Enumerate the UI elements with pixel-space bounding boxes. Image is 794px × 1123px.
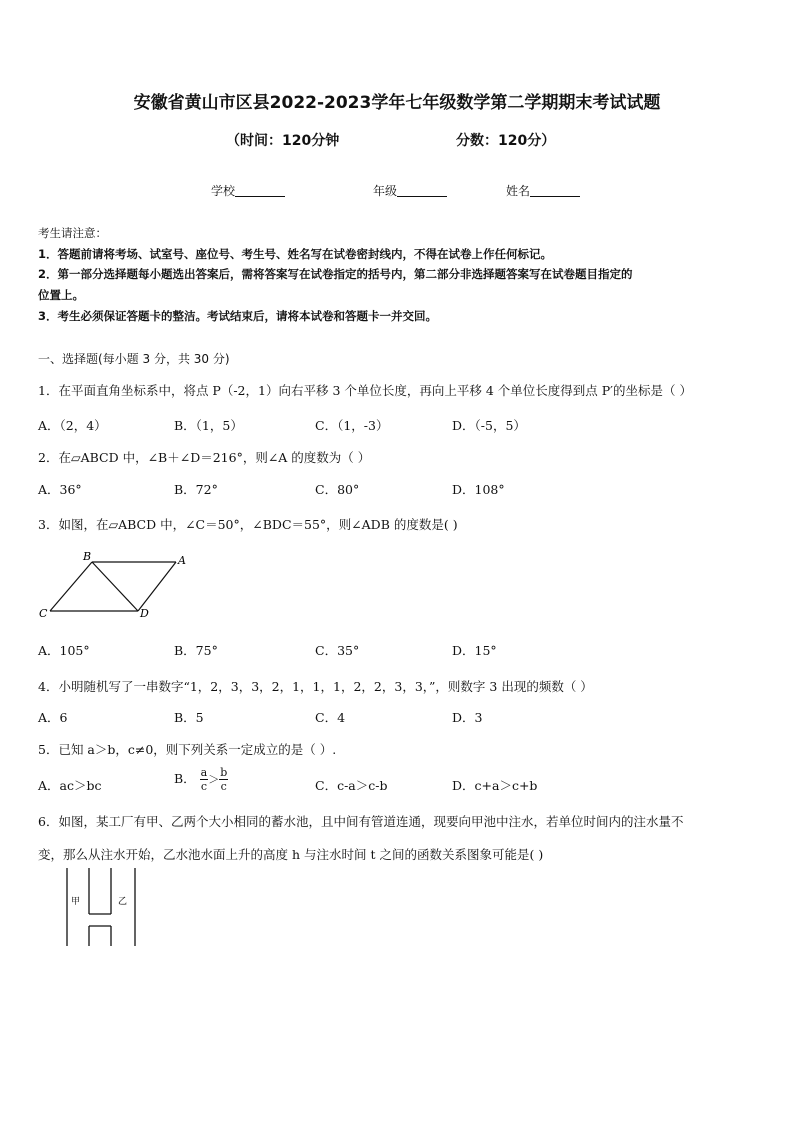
tank-label-yi: 乙 bbox=[118, 897, 128, 907]
q5-option-b bbox=[174, 766, 228, 793]
question-1-stem: 1．在平面直角坐标系中，将点 P（-2，1）向右平移 3 个单位长度，再向上平移 4 个单位长度得到点 P′的坐标是（ ） bbox=[38, 383, 692, 398]
q2-option-a: A．36° bbox=[38, 482, 82, 497]
q5-option-b-label: B． bbox=[174, 771, 196, 786]
notice-heading: 考生请注意： bbox=[38, 226, 107, 240]
grade-blank bbox=[397, 184, 447, 197]
question-6-stem-line1: 6．如图，某工厂有甲、乙两个大小相同的蓄水池，且中间有管道连通，现要向甲池中注水，若单位时间内的注水量不 bbox=[38, 814, 684, 829]
q2-option-d: D．108° bbox=[452, 482, 505, 497]
figure-label-c: C bbox=[39, 607, 48, 620]
question-3-stem: 3．如图，在▱ABCD 中，∠C＝50°，∠BDC＝55°，则∠ADB 的度数是( ) bbox=[38, 517, 458, 532]
question-2-stem: 2．在▱ABCD 中，∠B＋∠D＝216°，则∠A 的度数为（ ） bbox=[38, 450, 371, 465]
notice-item-1: 1．答题前请将考场、试室号、座位号、考生号、姓名写在试卷密封线内，不得在试卷上作任何标记。 bbox=[38, 247, 552, 261]
q5-option-d: D．c+a＞c+b bbox=[452, 778, 538, 793]
fraction-b-over-c: $\frac{b}{c}$ bbox=[220, 766, 228, 793]
name-blank bbox=[530, 184, 580, 197]
q5-option-a: A．ac＞bc bbox=[38, 778, 102, 793]
grade-label: 年级 bbox=[373, 184, 398, 198]
grade-field bbox=[373, 182, 447, 199]
notice-item-3: 3．考生必须保证答题卡的整洁。考试结束后，请将本试卷和答题卡一并交回。 bbox=[38, 309, 437, 323]
school-blank bbox=[235, 184, 285, 197]
figure-label-b: B bbox=[83, 550, 92, 563]
notice-item-2: 2．第一部分选择题每小题选出答案后，需将答案写在试卷指定的括号内，第二部分非选择题答案写在试卷题目指定的 bbox=[38, 267, 633, 281]
q2-option-b: B．72° bbox=[174, 482, 218, 497]
q3-option-b: B．75° bbox=[174, 643, 218, 658]
q2-option-c: C．80° bbox=[315, 482, 360, 497]
q3-option-d: D．15° bbox=[452, 643, 497, 658]
parallelogram-figure bbox=[36, 550, 196, 620]
greater-than-sign: ＞ bbox=[208, 773, 220, 786]
q1-option-b: B．（1，5） bbox=[174, 418, 243, 433]
page-title: 安徽省黄山市区县2022-2023学年七年级数学第二学期期末考试试题 bbox=[133, 93, 661, 113]
q4-option-a: A．6 bbox=[38, 710, 68, 725]
notice-item-2-cont: 位置上。 bbox=[38, 288, 84, 302]
q1-option-a: A．（2，4） bbox=[38, 418, 107, 433]
figure-label-a: A bbox=[178, 554, 186, 567]
q3-option-c: C．35° bbox=[315, 643, 360, 658]
q5-option-c: C．c-a＞c-b bbox=[315, 778, 388, 793]
water-tanks-figure bbox=[60, 866, 142, 950]
name-field bbox=[506, 182, 580, 199]
q1-option-c: C．（1，-3） bbox=[315, 418, 389, 433]
school-label: 学校 bbox=[211, 184, 236, 198]
fraction-a-over-c: $\frac{a}{c}$ bbox=[200, 766, 208, 793]
tank-label-jia: 甲 bbox=[71, 897, 81, 907]
exam-time: （时间：120分钟 bbox=[226, 133, 340, 149]
name-label: 姓名 bbox=[506, 184, 531, 198]
question-5-stem: 5．已知 a＞b，c≠0，则下列关系一定成立的是（ ）. bbox=[38, 742, 337, 757]
q4-option-c: C．4 bbox=[315, 710, 346, 725]
question-6-stem-line2: 变，那么从注水开始，乙水池水面上升的高度 h 与注水时间 t 之间的函数关系图象可能是( ) bbox=[38, 847, 544, 862]
q3-option-a: A．105° bbox=[38, 643, 90, 658]
q1-option-d: D．（-5，5） bbox=[452, 418, 526, 433]
school-field bbox=[211, 182, 285, 199]
question-4-stem: 4．小明随机写了一串数字“1，2，3，3，2，1，1，1，2，2，3，3，”，则数字 3 出现的频数（ ） bbox=[38, 679, 593, 694]
exam-score: 分数：120分） bbox=[456, 133, 556, 149]
q4-option-b: B．5 bbox=[174, 710, 204, 725]
figure-label-d: D bbox=[140, 607, 149, 620]
q4-option-d: D．3 bbox=[452, 710, 483, 725]
section-heading: 一、选择题(每小题 3 分，共 30 分) bbox=[38, 352, 230, 366]
